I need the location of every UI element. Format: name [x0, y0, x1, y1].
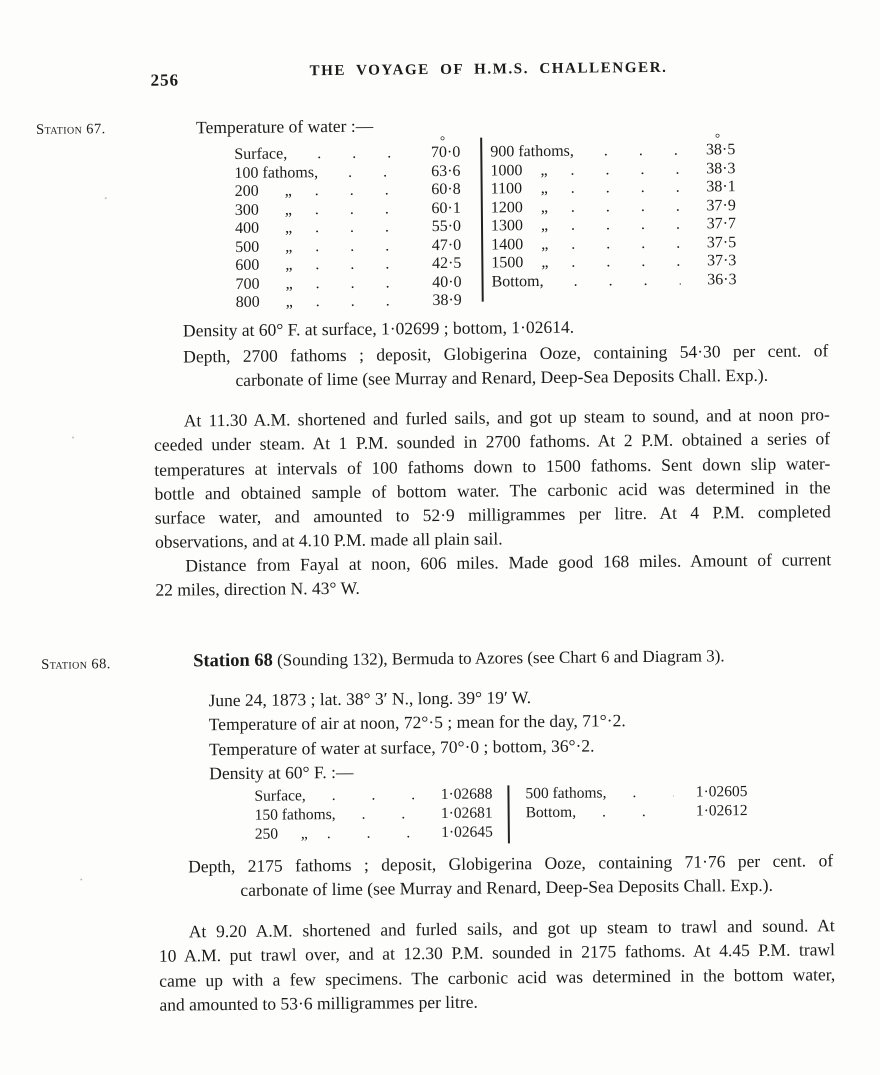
- station68-heading: [193, 646, 725, 672]
- table-row: [234, 144, 460, 165]
- depth-label: 200: [234, 182, 259, 200]
- table-row: [491, 252, 736, 273]
- density-table-right-column: [525, 783, 747, 823]
- station67-depth-block: [183, 338, 828, 393]
- temperature-value: 37·7: [706, 215, 737, 233]
- ditto-mark: „: [285, 293, 293, 311]
- leader-dots: [602, 803, 674, 822]
- temperature-value: 36·3: [707, 270, 737, 288]
- leader-dots: [571, 179, 680, 199]
- ditto-mark: „: [285, 274, 293, 292]
- temperature-value: 38·1: [706, 178, 736, 196]
- depth-label: 1200: [490, 198, 523, 216]
- ditto-mark: „: [540, 161, 548, 179]
- ditto-mark: „: [284, 200, 293, 218]
- depth-label: 1300: [490, 217, 524, 235]
- text-line: Temperature of air at noon, 72°·5 ; mean for the day, 71°·2.: [208, 710, 626, 735]
- temperature-value: 60·1: [431, 199, 461, 217]
- text-line: observations, and at 4.10 P.M. made all plain sail.: [154, 528, 503, 553]
- table-row: [235, 199, 461, 220]
- table-column-divider: [480, 138, 483, 302]
- depth-label: 100 fathoms,: [234, 163, 319, 182]
- station68-depth-block: [188, 848, 833, 903]
- leader-dots: [570, 160, 679, 180]
- leader-dots: [348, 163, 405, 182]
- leader-dots: [571, 234, 680, 254]
- table-row: [235, 181, 461, 202]
- temp-table-left-column: [234, 132, 462, 313]
- ditto-mark: „: [540, 179, 548, 198]
- leader-dots: [315, 237, 405, 256]
- station68-paragraph-1: [159, 913, 836, 1017]
- depth-label: 500 fathoms,: [525, 784, 607, 803]
- page-number: 256: [150, 70, 180, 90]
- temperature-value: 37·9: [706, 196, 736, 214]
- temp-table-right-column: [490, 130, 737, 291]
- text-line: June 24, 1873 ; lat. 38° 3′ N., long. 39° 19′ W.: [208, 687, 532, 711]
- depth-label: Surface,: [234, 145, 288, 163]
- temperature-value: 47·0: [431, 236, 462, 254]
- text-line: temperatures at intervals of 100 fathoms down to 1500 fathoms. Sent down slip water-: [154, 452, 831, 480]
- table-row: [490, 141, 735, 162]
- density-value: 1·02645: [441, 823, 493, 841]
- station68-heading-bold: Station 68: [193, 650, 273, 672]
- text-line: carbonate of lime (see Murray and Renard, Deep-Sea Deposits Chall. Exp.).: [235, 365, 769, 391]
- leader-dots: [362, 805, 419, 824]
- depth-label: 500: [235, 238, 260, 256]
- degree-mark: °: [714, 130, 721, 146]
- table-row: [254, 786, 492, 807]
- ditto-mark: „: [540, 216, 549, 235]
- density-table-left-column: [254, 786, 493, 845]
- depth-label: 250: [254, 825, 279, 843]
- temperature-value: 55·0: [431, 217, 462, 236]
- text-line: Depth, 2700 fathoms ; deposit, Globigerina Ooze, containing 54·30 per cent. of: [183, 340, 829, 367]
- station67-table-heading: Temperature of water :—: [195, 115, 374, 138]
- density-value: 1·02612: [695, 801, 748, 820]
- station68-details-block: [208, 684, 626, 785]
- depth-label: 700: [235, 275, 260, 293]
- temperature-value: 38·5: [705, 141, 736, 159]
- text-line: At 11.30 A.M. shortened and furled sails, and got up steam to sound, and at noon pro-: [183, 404, 830, 431]
- table-row: [490, 160, 735, 181]
- depth-label: 1000: [490, 161, 523, 179]
- text-line: At 9.20 A.M. shortened and furled sails, and got up steam to trawl and sound. At: [188, 915, 835, 942]
- scan-speck: [72, 437, 74, 439]
- temperature-value: 63·6: [431, 162, 461, 180]
- temperature-value: 38·9: [432, 291, 462, 310]
- leader-dots: [315, 255, 405, 274]
- depth-label: 900 fathoms,: [490, 142, 574, 161]
- depth-label: Surface,: [254, 787, 306, 805]
- table-row: [491, 215, 736, 236]
- table-row: [491, 234, 736, 255]
- depth-label: 150 fathoms,: [254, 805, 336, 824]
- depth-label: 1100: [490, 180, 523, 198]
- ditto-mark: „: [284, 219, 293, 237]
- depth-label: 800: [235, 293, 260, 311]
- ditto-mark: „: [300, 824, 308, 842]
- degree-mark: °: [439, 132, 446, 148]
- leader-dots: [332, 786, 419, 806]
- text-line: 10 A.M. put trawl over, and at 12.30 P.M. sounded in 2175 fathoms. At 4.45 P.M. trawl: [158, 939, 836, 967]
- leader-dots: [604, 142, 680, 161]
- table-row: [234, 162, 460, 183]
- table-row: [526, 802, 748, 823]
- table-row: [235, 236, 461, 257]
- leader-dots: [571, 197, 680, 217]
- temperature-value: 37·5: [706, 233, 737, 251]
- temperature-value: 40·0: [432, 273, 462, 291]
- text-line: Density at 60° F. :—: [209, 761, 354, 784]
- density-value: 1·02688: [440, 785, 493, 804]
- text-line: surface water, and amounted to 52·9 milligrammes per litre. At 4 P.M. completed: [154, 501, 831, 528]
- ditto-mark: „: [284, 182, 292, 200]
- ditto-mark: „: [541, 253, 549, 272]
- text-line: Depth, 2175 fathoms ; deposit, Globigerina Ooze, containing 71·76 per cent. of: [188, 850, 834, 877]
- density-value: 1·02681: [440, 804, 493, 822]
- scan-speck: [80, 878, 82, 880]
- ditto-mark: „: [285, 256, 293, 274]
- station68-heading-rest: (Sounding 132), Bermuda to Azores (see Chart 6 and Diagram 3).: [272, 646, 725, 670]
- temperature-value: 70·0: [430, 143, 461, 162]
- depth-label: 400: [234, 219, 260, 237]
- table-row: [491, 197, 736, 218]
- depth-label: 1400: [491, 235, 524, 253]
- text-line: carbonate of lime (see Murray and Renard, Deep-Sea Deposits Chall. Exp.).: [240, 875, 774, 901]
- leader-dots: [632, 784, 673, 803]
- text-line: 22 miles, direction N. 43° W.: [155, 578, 360, 601]
- depth-label: 1500: [491, 254, 524, 272]
- depth-label: 300: [234, 201, 259, 219]
- leader-dots: [316, 292, 406, 311]
- ditto-mark: „: [285, 237, 293, 255]
- depth-label: Bottom,: [491, 272, 544, 290]
- scan-speck: [105, 197, 107, 199]
- text-line: Distance from Fayal at noon, 606 miles. Made good 168 miles. Amount of current: [185, 549, 832, 576]
- leader-dots: [315, 274, 405, 293]
- table-row: [255, 823, 493, 844]
- temperature-value: 37·3: [706, 252, 737, 270]
- margin-label-station-68: Station 68.: [41, 656, 111, 673]
- density-value: 1·02605: [695, 783, 748, 801]
- text-line: ceeded under steam. At 1 P.M. sounded in 2700 fathoms. At 2 P.M. obtained a series of: [154, 428, 831, 456]
- running-title: THE VOYAGE OF H.M.S. CHALLENGER.: [309, 59, 668, 80]
- ditto-mark: „: [541, 235, 549, 253]
- temperature-value: 42·5: [431, 254, 462, 273]
- table-row: [235, 255, 461, 276]
- depth-label: 600: [235, 256, 260, 274]
- temperature-value: 60·8: [431, 180, 461, 199]
- table-row: [235, 218, 461, 239]
- table-row: [255, 804, 493, 825]
- station67-density-line: Density at 60° F. at surface, 1·02699 ; bottom, 1·02614.: [182, 316, 575, 341]
- table-row: [491, 271, 736, 292]
- leader-dots: [571, 253, 680, 273]
- temperature-value: 38·3: [706, 159, 736, 177]
- leader-dots: [573, 271, 680, 291]
- text-line: bottle and obtained sample of bottom water. The carbonic acid was determined in the: [154, 477, 831, 504]
- table-row: [236, 292, 462, 313]
- station67-paragraph-1: [154, 402, 831, 554]
- ditto-mark: „: [540, 198, 549, 216]
- leader-dots: [315, 200, 405, 219]
- table-row: [235, 273, 461, 294]
- leader-dots: [317, 144, 404, 163]
- leader-dots: [315, 218, 405, 237]
- table-row: [525, 783, 747, 804]
- leader-dots: [315, 181, 405, 200]
- leader-dots: [571, 216, 680, 236]
- margin-label-station-67: Station 67.: [35, 121, 106, 138]
- text-line: came up with a few specimens. The carbonic acid was determined in the bottom water,: [159, 963, 836, 991]
- text-line: and amounted to 53·6 milligrammes per litre.: [159, 991, 478, 1015]
- depth-label: Bottom,: [525, 803, 577, 821]
- leader-dots: [327, 824, 419, 844]
- table-row: [491, 178, 736, 199]
- table-column-divider: [507, 785, 509, 843]
- station67-paragraph-2: [155, 547, 831, 602]
- text-line: Temperature of water at surface, 70°·0 ; bottom, 36°·2.: [208, 735, 595, 759]
